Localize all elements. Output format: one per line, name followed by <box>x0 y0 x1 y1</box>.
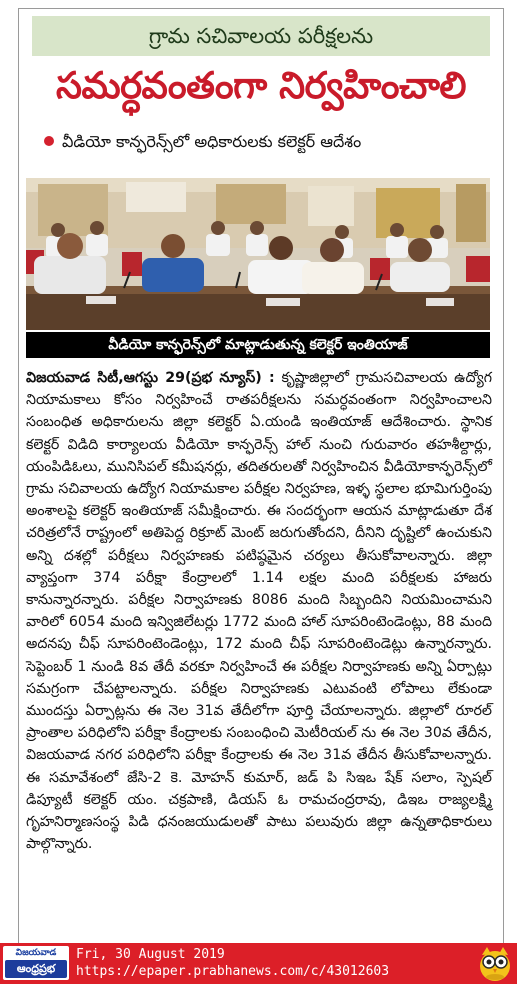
logo-edition: విజయవాడ <box>15 948 57 958</box>
article-body-text: కృష్ణాజిల్లాలో గ్రామసచివాలయ ఉద్యోగ నియామకాలు కోసం నిర్వహించే రాతపరీక్షలను సమర్ధవంతంగా నిర్వహించాలని సంబంధిత అధికారులను జిల్లా కలెక్టర్ ఏ.యండి ఇంతియాజ్ ఆదేశించారు. స్థానిక కలెక్టర్ విడిది కార్యాలయ వీడియో కాన్ఫరెన్స్ హాల్ నుంచి గురువారం తహశీల్దార్లు, యంపిడిఓలు, మునిసిపల్ కమీషనర్లు, తదితరులతో నిర్వహించిన వీడియోకాన్ఫరెన్స్‌లో గ్రామ సచివాలయ ఉద్యోగ నియామకాల పరీక్షల నిర్వహణ, ఇళ్ళ స్థలాల భూమిగుర్తింపు అంశాలపై కలెక్టర్ ఇంతియాజ్ సమీక్షించారు. ఈ సందర్భంగా ఆయన మాట్లాడుతూ దేశ చరిత్రలోనే రాష్ట్రంలో అతిపెద్ద రిక్రూట్ మెంట్ జరుగుతోందని, దీనిని దృష్టిలో ఉంచుకుని అన్ని దశల్లో పరీక్షలు నిర్వహణకు పటిష్ఠమైన చర్యలు తీసుకోవాలన్నారు. జిల్లా వ్యాప్తంగా 374 పరీక్షా కేంద్రాలలో 1.14 లక్షల మంది పరీక్షలకు హాజరు కానున్నారన్నారు. పరీక్షల నిర్వాహణకు 8086 మంది సిబ్బందిని నియమించామని వారిలో 6054 మంది ఇన్విజిలేటర్లు 1772 మంది హాల్ సూపరింటెండెంట్లు, 88 మంది అదనపు చీఫ్ సూపరింటెండెంట్లు, 172 మంది చీఫ్ సూపరింటెండెట్లు ఉన్నారన్నారు. సెప్టెంబర్ 1 నుండి 8వ తేదీ వరకూ నిర్వహించే ఈ పరీక్షల నిర్వాహణకు అన్ని ఏర్పాట్లు సమగ్రంగా చేపట్టాలన్నారు. పరీక్షల నిర్వాహణకు ఎటువంటి లోపాలు లేకుండా ముందస్తు ఏర్పాట్లను ఈ నెల 31వ తేదీలోగా పూర్తి చేయాలన్నారు. జిల్లాలో రూరల్ ప్రాంతాల పరిధిలోని పరీక్షా కేంద్రాలకు సంబంధించి మెటీరియల్ ను ఈ నెల 30వ తేదీన, విజయవాడ నగర పరిధిలోని పరీక్షా కేంద్రాలకు ఈ నెల 31వ తేదీన తీసుకోవాలన్నారు. ఈ సమావేశంలో జేసి-2 కె. మోహన్ కుమార్, జడ్ పి సిఇఒ షేక్ సలాం, స్పెషల్ డిప్యూటీ కలెక్టర్ యం. చక్రపాణి, డియస్ ఓ రామచంద్రరావు, డిఇఒ రాజ్యలక్ష్మి గృహనిర్మాణసంస్థ పిడి ధనంజయుడులతో పాటు పలువురు జిల్లా ఉన్నతాధికారులు పాల్గొన్నారు. <box>26 370 492 853</box>
logo-masthead: ఆంధ్రప్రభ <box>5 960 67 978</box>
footer-date: Fri, 30 August 2019 <box>76 947 225 962</box>
footer-url-link[interactable]: https://epaper.prabhanews.com/c/43012603 <box>76 964 390 979</box>
meeting-photo-illustration <box>26 178 490 330</box>
footer-bar <box>0 943 517 984</box>
bullet-icon <box>44 136 54 146</box>
subhead-row <box>44 130 484 154</box>
article-body <box>26 367 492 855</box>
photo-caption: వీడియో కాన్ఫరెన్స్‌లో మాట్లాడుతున్న కలెక్టర్ ఇంతియాజ్ <box>26 332 490 358</box>
prabha-owl-mascot-icon <box>478 945 512 982</box>
andhra-prabha-logo[interactable] <box>3 946 69 980</box>
dateline: విజయవాడ సిటీ,ఆగస్టు 29(ప్రభ న్యూస్) : <box>26 370 275 386</box>
meeting-photo <box>26 178 490 330</box>
subhead: వీడియో కాన్ఫరెన్స్‌లో అధికారులకు కలెక్టర్ ఆదేశం <box>62 132 362 151</box>
headline: సమర్ధవంతంగా నిర్వహించాలి <box>56 64 466 107</box>
kicker-heading: గ్రామ సచివాలయ పరీక్షలను <box>32 16 490 56</box>
